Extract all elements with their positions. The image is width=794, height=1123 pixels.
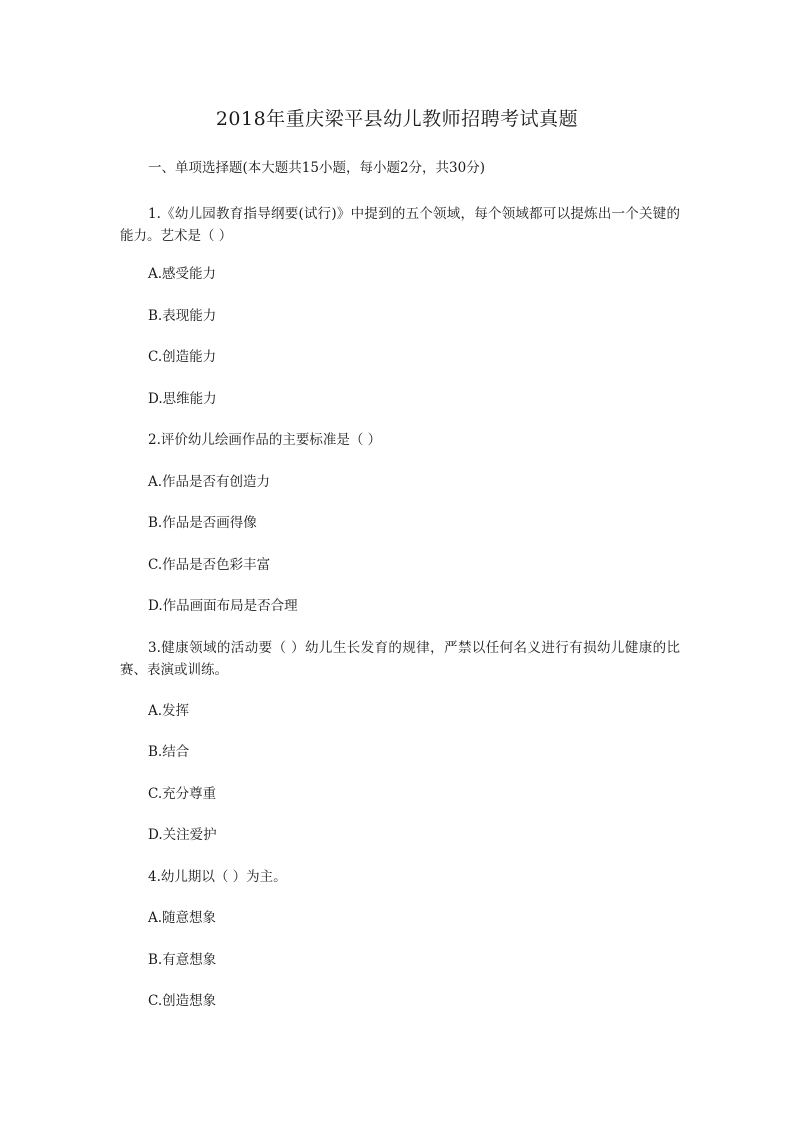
question-3-option-a: A.发挥 (148, 703, 190, 719)
document-title: 2018年重庆梁平县幼儿教师招聘考试真题 (215, 108, 579, 130)
question-3-option-b: B.结合 (148, 744, 190, 760)
question-2-option-d: D.作品画面布局是否合理 (148, 598, 298, 614)
question-1-option-d: D.思维能力 (148, 391, 217, 407)
question-2-option-a: A.作品是否有创造力 (148, 474, 271, 490)
question-4-option-c: C.创造想象 (148, 993, 217, 1009)
section-heading: 一、单项选择题(本大题共15小题，每小题2分，共30分) (148, 160, 485, 176)
question-4-stem: 4.幼儿期以（ ）为主。 (148, 869, 287, 885)
question-2-stem: 2.评价幼儿绘画作品的主要标准是（ ） (148, 432, 382, 448)
question-3-option-c: C.充分尊重 (148, 786, 217, 802)
question-1-option-c: C.创造能力 (148, 349, 217, 365)
question-2-option-b: B.作品是否画得像 (148, 515, 257, 531)
question-3-stem: 3.健康领域的活动要（ ）幼儿生长发育的规律，严禁以任何名义进行有损幼儿健康的比赛、表演或训练。 (120, 640, 680, 678)
question-1-option-b: B.表现能力 (148, 308, 217, 324)
question-4-option-b: B.有意想象 (148, 952, 217, 968)
question-2-option-c: C.作品是否色彩丰富 (148, 557, 271, 573)
question-3-option-d: D.关注爱护 (148, 827, 217, 843)
question-1-stem: 1.《幼儿园教育指导纲要(试行)》中提到的五个领域，每个领域都可以提炼出一个关键的能力。艺术是（ ） (120, 206, 680, 244)
question-4-option-a: A.随意想象 (148, 910, 217, 926)
question-1-option-a: A.感受能力 (148, 266, 217, 282)
